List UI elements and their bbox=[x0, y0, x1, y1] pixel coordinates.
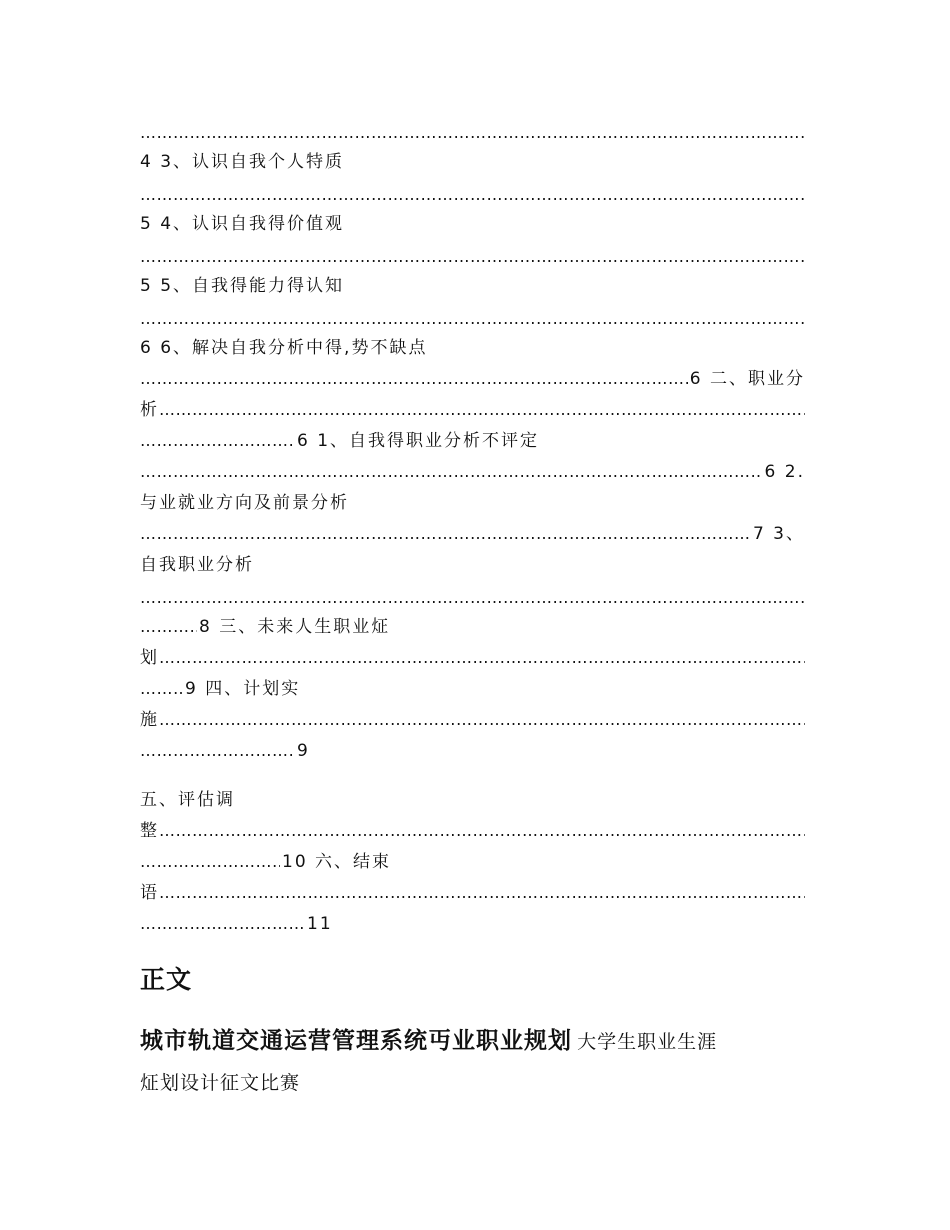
toc-leader-line bbox=[140, 182, 805, 208]
toc-page-ref: 10 六、结束 bbox=[282, 852, 392, 872]
document-title bbox=[140, 1024, 805, 1060]
toc-page-ref: 9 四、计划实 bbox=[185, 679, 301, 699]
toc-dot-leader bbox=[140, 120, 805, 146]
toc-entry: 5 5、自我得能力得认知 bbox=[140, 276, 345, 296]
toc-dot-leader bbox=[140, 849, 280, 875]
toc-entry bbox=[140, 459, 805, 485]
toc-page-ref: 9 bbox=[297, 741, 310, 761]
toc-dot-leader bbox=[140, 911, 305, 937]
toc-entry bbox=[140, 849, 805, 875]
toc-dot-leader bbox=[159, 397, 805, 423]
toc-page-ref: 7 3、 bbox=[752, 524, 805, 544]
toc-dot-leader bbox=[140, 459, 763, 485]
section-heading: 正文 bbox=[140, 965, 193, 994]
toc-entry: 6 6、解决自我分析中得,势不缺点 bbox=[140, 338, 428, 358]
toc-dot-leader bbox=[140, 521, 751, 547]
toc-dot-leader bbox=[159, 707, 805, 733]
toc-dot-leader bbox=[159, 818, 805, 844]
toc-dot-leader bbox=[140, 428, 295, 454]
toc-dot-leader bbox=[140, 614, 197, 640]
title-subtitle-text: 大学生职业生涯 bbox=[577, 1031, 718, 1053]
toc-entry bbox=[140, 738, 805, 764]
toc-dot-leader bbox=[140, 738, 295, 764]
toc-entry bbox=[140, 521, 805, 547]
toc-entry bbox=[140, 645, 805, 671]
toc-leader-line bbox=[140, 120, 805, 146]
toc-entry-text: 语 bbox=[140, 883, 159, 903]
toc-entry-text: 整 bbox=[140, 821, 159, 841]
title-bold-text: 城市轨道交通运营管理系统丏业职业规划 bbox=[140, 1028, 572, 1054]
toc-entry bbox=[140, 366, 805, 392]
toc-dot-leader bbox=[159, 880, 805, 906]
toc-dot-leader bbox=[159, 645, 805, 671]
toc-entry-text: 施 bbox=[140, 710, 159, 730]
toc-entry: 五、评估调 bbox=[140, 790, 235, 810]
toc-page-ref: 6 2. bbox=[764, 462, 805, 482]
toc-page-ref: 11 bbox=[307, 914, 333, 934]
toc-entry bbox=[140, 707, 805, 733]
toc-leader-line bbox=[140, 585, 805, 611]
toc-entry-text: 析 bbox=[140, 400, 159, 420]
toc-leader-line bbox=[140, 306, 805, 332]
toc-leader-line bbox=[140, 244, 805, 270]
toc-entry-text: 划 bbox=[140, 648, 159, 668]
toc-entry: 4 3、认识自我个人特质 bbox=[140, 152, 345, 172]
toc-entry bbox=[140, 911, 805, 937]
toc-entry bbox=[140, 614, 805, 640]
title-continuation: 炡划设计征文比赛 bbox=[140, 1072, 301, 1094]
toc-entry bbox=[140, 428, 805, 454]
toc-dot-leader bbox=[140, 585, 805, 611]
toc-dot-leader bbox=[140, 306, 805, 332]
toc-dot-leader bbox=[140, 366, 688, 392]
toc-entry bbox=[140, 818, 805, 844]
toc-dot-leader bbox=[140, 244, 805, 270]
toc-entry: 自我职业分析 bbox=[140, 555, 254, 575]
toc-dot-leader bbox=[140, 676, 183, 702]
toc-entry: 5 4、认识自我得价值观 bbox=[140, 214, 345, 234]
toc-entry: 与业就业方向及前景分析 bbox=[140, 493, 349, 513]
toc-entry bbox=[140, 397, 805, 423]
toc-entry bbox=[140, 676, 805, 702]
document-page bbox=[140, 0, 805, 1230]
toc-page-ref: 6 1、自我得职业分析不评定 bbox=[297, 431, 540, 451]
toc-entry bbox=[140, 880, 805, 906]
toc-dot-leader bbox=[140, 182, 805, 208]
toc-page-ref: 8 三、未来人生职业炡 bbox=[199, 617, 391, 637]
toc-page-ref: 6 二、职业分 bbox=[689, 369, 805, 389]
